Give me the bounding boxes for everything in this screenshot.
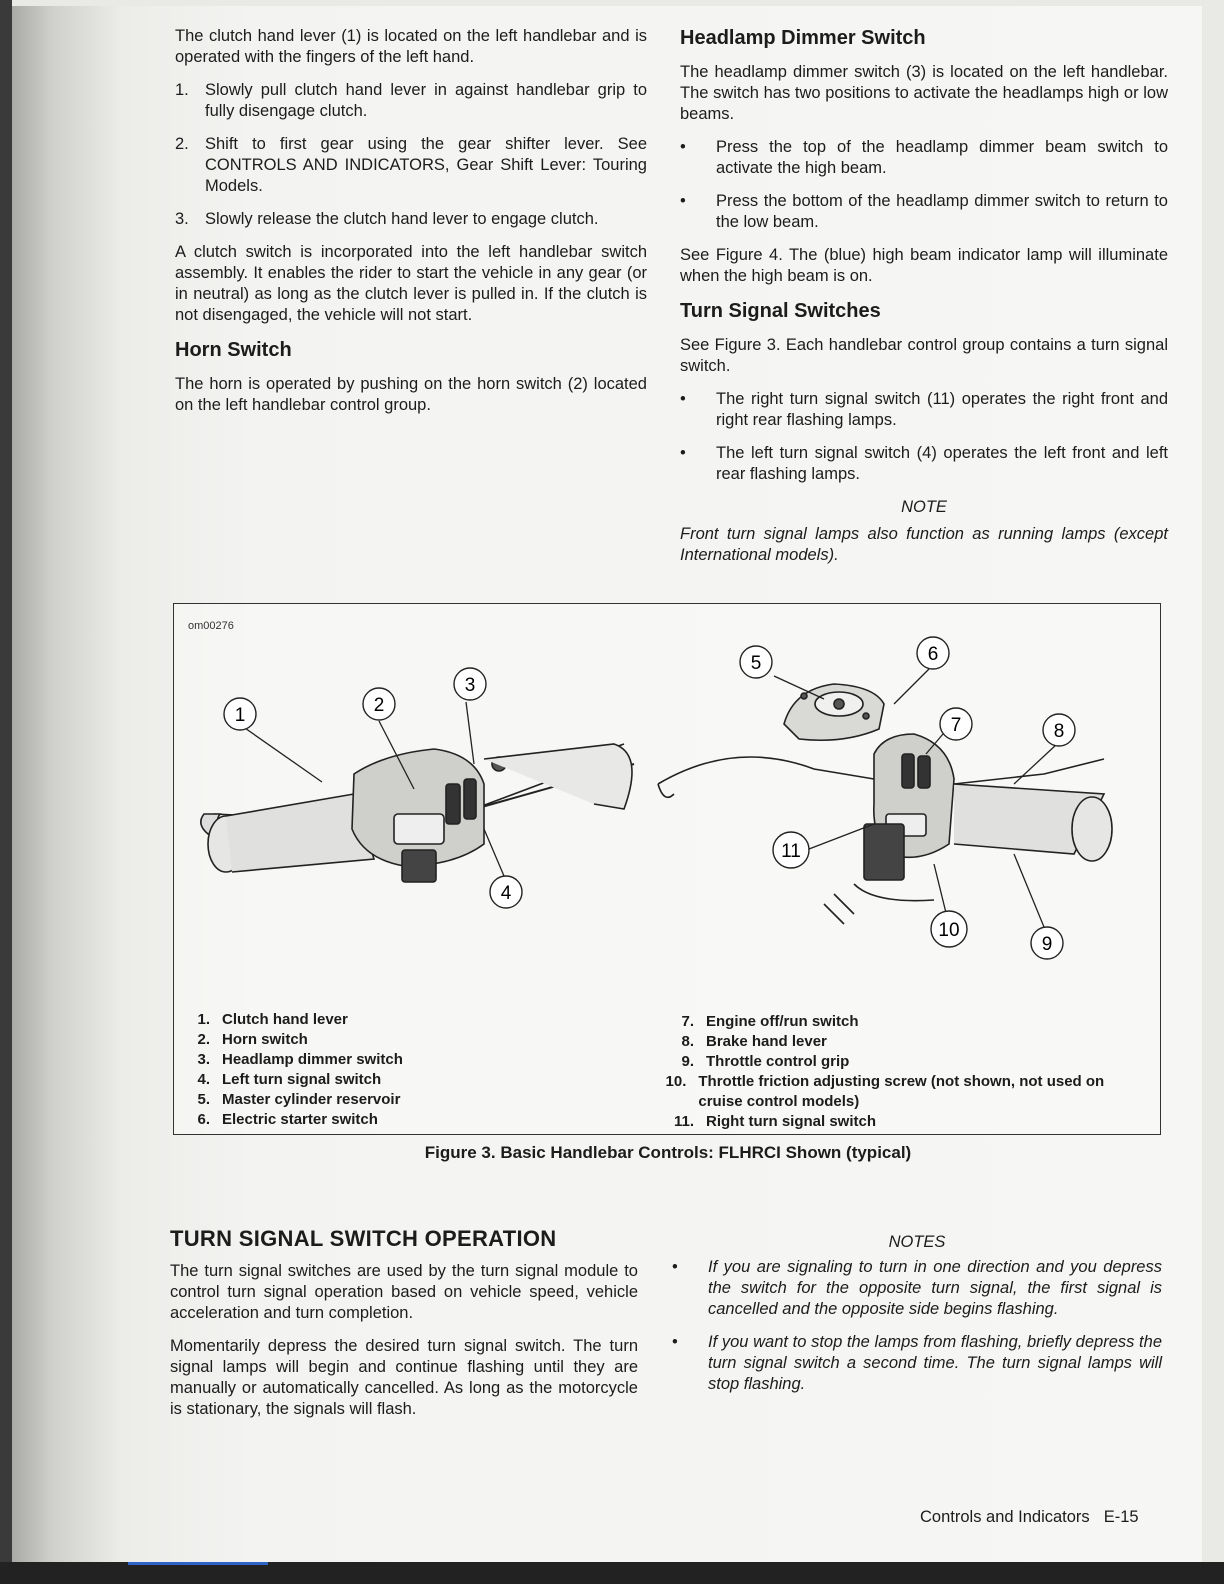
callout-1 [224,698,256,730]
legend-item [664,1052,1124,1072]
callout-9 [1031,927,1063,959]
clutch-switch-text: A clutch switch is incorporated into the left handlebar switch assembly. It enables the rider to start the vehicle in any gear (or in neutral) as long as the clutch lever is pulled in. If the clutch is not disengaged, the vehicle will not start. [175,243,647,324]
operation-para-2: Momentarily depress the desired turn signal switch. The turn signal lamps will begin and continue flashing until they are manually or automatically cancelled. As long as the motorcycle is stationary, the signals will flash. [170,1337,638,1418]
callout-label: 10 [938,920,960,941]
legend-item [664,1112,1124,1132]
callout-label: 2 [373,695,385,716]
legend-label: Horn switch [222,1031,308,1048]
dimmer-bullets [680,137,1168,233]
legend-number: 3. [197,1051,210,1068]
callout-label: 11 [781,841,801,862]
legend-number: 5. [197,1091,210,1108]
figure-id: om00276 [188,620,234,632]
right-handlebar-drawing [658,684,1112,924]
notes-heading: NOTES [888,1233,946,1251]
legend-item [664,1012,1124,1032]
legend-number: 1. [197,1011,210,1028]
clutch-intro: The clutch hand lever (1) is located on the left handlebar and is operated with the fingers of the left hand. [175,27,647,66]
operation-section [170,1228,638,1432]
page-number: E-15 [1103,1508,1139,1526]
handlebar-illustration [174,604,1160,1004]
operation-para-1: The turn signal switches are used by the turn signal module to control turn signal operation based on vehicle speed, vehicle acceleration and turn completion. [170,1262,638,1322]
bullet-item: • Press the bottom of the headlamp dimmer switch to return to the low beam. [680,192,1168,231]
legend-number: 11. [673,1113,694,1130]
bottom-edge [0,1562,1224,1584]
legend-label: Clutch hand lever [222,1011,348,1028]
left-column [175,26,647,428]
legend-item [664,1072,1124,1112]
legend-number: 2. [197,1031,210,1048]
callout-6 [917,637,949,669]
step-item: 2. Shift to first gear using the gear shifter lever. See CONTROLS AND INDICATORS, Gear Shift Lever: Touring Models. [175,135,647,195]
page-footer [920,1508,1139,1527]
note-text: Front turn signal lamps also function as running lamps (except International models). [680,525,1168,564]
callout-7 [940,708,972,740]
callout-label: 9 [1041,934,1053,955]
dimmer-text: The headlamp dimmer switch (3) is located on the left handlebar. The switch has two positions to activate the headlamps high or low beams. [680,63,1168,123]
callout-4 [490,876,522,908]
callout-label: 6 [927,644,939,665]
legend-item [664,1032,1124,1052]
legend-number: 6. [197,1111,210,1128]
bullet-item: • Press the top of the headlamp dimmer beam switch to activate the high beam. [680,138,1168,177]
legend-number: 10. [665,1073,687,1090]
handlebar-figure [173,603,1161,1135]
note-heading: NOTE [901,498,947,516]
callout-label: 7 [950,715,962,736]
figure-legend-left [186,1010,403,1130]
callout-label: 4 [500,883,512,904]
legend-item [186,1110,403,1130]
callout-label: 3 [464,675,476,696]
footer-section: Controls and Indicators [920,1508,1090,1526]
legend-number: 8. [681,1033,694,1050]
step-item: 3. Slowly release the clutch hand lever to engage clutch. [175,210,599,228]
bullet-item: • The left turn signal switch (4) operates the left front and left rear flashing lamps. [680,444,1168,483]
legend-item [186,1070,403,1090]
note-item: • If you are signaling to turn in one direction and you depress the switch for the opposite turn signal, the first signal is cancelled and the opposite side begins flashing. [672,1258,1162,1318]
clutch-steps [175,80,647,230]
figure-caption: Figure 3. Basic Handlebar Controls: FLHRCI Shown (typical) [424,1143,912,1162]
callout-8 [1043,714,1075,746]
legend-item [186,1010,403,1030]
operation-heading: TURN SIGNAL SWITCH OPERATION [170,1226,557,1251]
notes-list [672,1257,1162,1395]
horn-switch-heading: Horn Switch [175,339,292,361]
callout-3 [454,668,486,700]
right-column [680,26,1168,578]
turn-signal-text: See Figure 3. Each handlebar control group contains a turn signal switch. [680,336,1168,375]
callout-10 [931,911,967,947]
legend-number: 7. [681,1013,694,1030]
legend-label: Master cylinder reservoir [222,1091,401,1108]
legend-item [186,1050,403,1070]
legend-label: Engine off/run switch [706,1013,859,1030]
callout-2 [363,688,395,720]
horn-switch-text: The horn is operated by pushing on the horn switch (2) located on the left handlebar control group. [175,375,647,414]
bullet-item: • The right turn signal switch (11) operates the right front and right rear flashing lamps. [680,390,1168,429]
legend-label: Left turn signal switch [222,1071,382,1088]
callout-11 [773,832,809,868]
callout-5 [740,646,772,678]
turn-signal-bullets [680,389,1168,485]
legend-label: Brake hand lever [706,1033,827,1050]
legend-label: Right turn signal switch [706,1113,877,1130]
notes-section [672,1232,1162,1407]
note-item: • If you want to stop the lamps from flashing, briefly depress the turn signal switch a second time. The turn signal lamps will stop flashing. [672,1333,1162,1393]
high-beam-indicator-text: See Figure 4. The (blue) high beam indicator lamp will illuminate when the high beam is on. [680,246,1168,285]
legend-item [186,1090,403,1110]
step-item: 1. Slowly pull clutch hand lever in against handlebar grip to fully disengage clutch. [175,81,647,120]
legend-label: Throttle control grip [706,1053,850,1070]
legend-number: 4. [197,1071,210,1088]
callout-label: 1 [234,705,246,726]
legend-label: Headlamp dimmer switch [222,1051,403,1068]
callout-label: 8 [1053,721,1065,742]
legend-label: Throttle friction adjusting screw (not shown, not used on cruise control models) [698,1073,1105,1110]
book-spine [0,0,12,1584]
turn-signal-heading: Turn Signal Switches [680,300,881,322]
figure-legend-right [664,1012,1124,1132]
callout-label: 5 [750,653,762,674]
legend-item [186,1030,403,1050]
legend-number: 9. [681,1053,694,1070]
legend-label: Electric starter switch [222,1111,378,1128]
left-handlebar-drawing [201,744,634,882]
dimmer-heading: Headlamp Dimmer Switch [680,27,926,49]
